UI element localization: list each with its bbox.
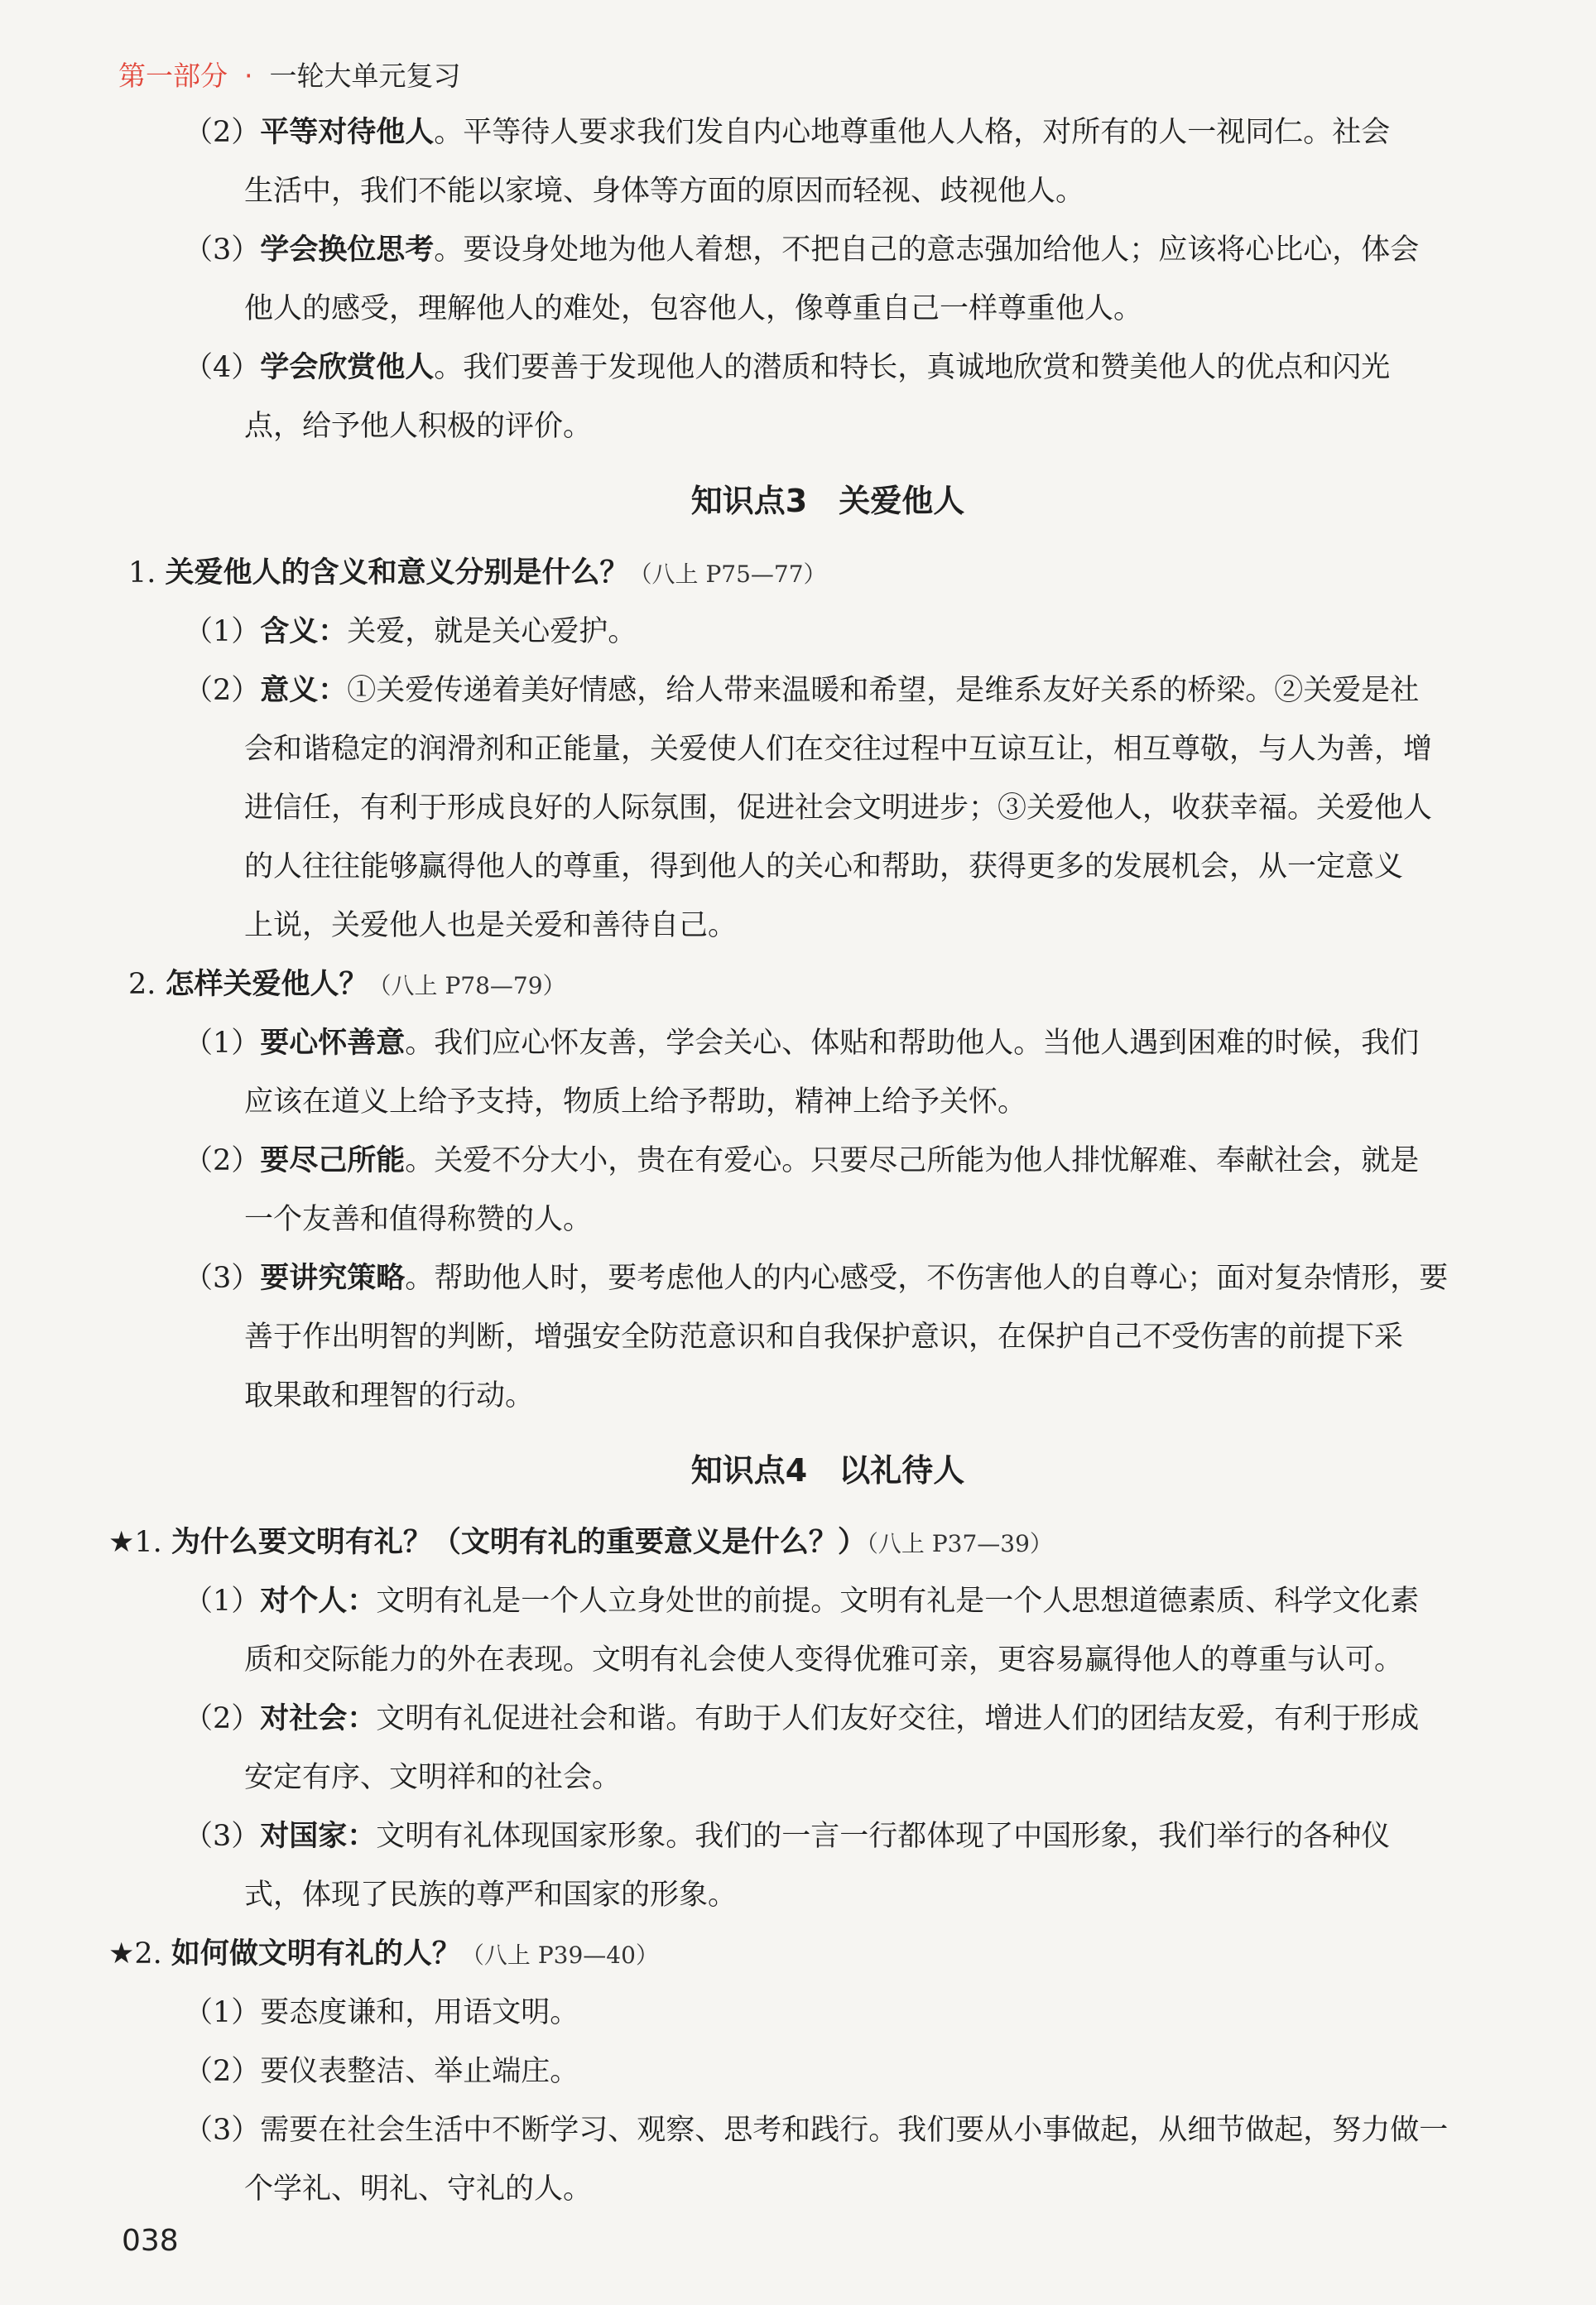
text-line: 取果敢和理智的行动。 (244, 1379, 535, 1412)
section-heading: 知识点3 关爱他人 (690, 483, 965, 519)
text-line: 善于作出明智的判断，增强安全防范意识和自我保护意识，在保护自己不受伤害的前提下采 (244, 1321, 1404, 1354)
text-line: 上说，关爱他人也是关爱和善待自己。 (244, 909, 738, 942)
list-item: （2）意义：①关爱传递着美好情感，给人带来温暖和希望，是维系友好关系的桥梁。②关爱是社 (184, 674, 1420, 707)
text-line: 质和交际能力的外在表现。文明有礼会使人变得优雅可亲，更容易赢得他人的尊重与认可。 (244, 1643, 1404, 1677)
list-item: （2）要仪表整洁、举止端庄。 (184, 2055, 579, 2088)
question: 2. 怎样关爱他人？（八上 P78—79） (128, 968, 566, 1001)
page-header (118, 60, 461, 93)
section-heading: 知识点4 以礼待人 (690, 1452, 965, 1489)
list-item: （3）学会换位思考。要设身处地为他人着想，不把自己的意志强加给他人；应该将心比心，体会 (184, 233, 1420, 267)
text-line: 生活中，我们不能以家境、身体等方面的原因而轻视、歧视他人。 (244, 175, 1085, 208)
list-item: （2）要尽己所能。关爱不分大小，贵在有爱心。只要尽己所能为他人排忧解难、奉献社会，就是 (184, 1144, 1420, 1177)
unit-label: 一轮大单元复习 (269, 60, 461, 92)
list-item: （1）要心怀善意。我们应心怀友善，学会关心、体贴和帮助他人。当他人遇到困难的时候，我们 (184, 1027, 1420, 1060)
header-dot: · (244, 60, 253, 92)
list-item: （3）需要在社会生活中不断学习、观察、思考和践行。我们要从小事做起，从细节做起，努力做一 (184, 2114, 1449, 2147)
text-line: 的人往往能够赢得他人的尊重，得到他人的关心和帮助，获得更多的发展机会，从一定意义 (244, 850, 1404, 883)
question: ★1. 为什么要文明有礼？（文明有礼的重要意义是什么？）（八上 P37—39） (108, 1526, 1053, 1559)
list-item: （1）要态度谦和，用语文明。 (184, 1996, 579, 2029)
text-line: 进信任，有利于形成良好的人际氛围，促进社会文明进步；③关爱他人，收获幸福。关爱他人 (244, 792, 1433, 825)
text-line: 他人的感受，理解他人的难处，包容他人，像尊重自己一样尊重他人。 (244, 292, 1143, 325)
list-item: （1）含义：关爱，就是关心爱护。 (184, 615, 637, 648)
text-line: 个学礼、明礼、守礼的人。 (244, 2173, 593, 2206)
list-item: （2）平等对待他人。平等待人要求我们发自内心地尊重他人人格，对所有的人一视同仁。社会 (184, 116, 1391, 149)
list-item: （1）对个人：文明有礼是一个人立身处世的前提。文明有礼是一个人思想道德素质、科学文化素 (184, 1585, 1420, 1618)
text-line: 式，体现了民族的尊严和国家的形象。 (244, 1879, 738, 1912)
page-body (108, 103, 1540, 2219)
question: 1. 关爱他人的含义和意义分别是什么？（八上 P75—77） (128, 556, 827, 589)
text-line: 会和谐稳定的润滑剂和正能量，关爱使人们在交往过程中互谅互让，相互尊敬，与人为善，增 (244, 733, 1433, 766)
list-item: （3）要讲究策略。帮助他人时，要考虑他人的内心感受，不伤害他人的自尊心；面对复杂情形，要 (184, 1262, 1449, 1295)
list-item: （4）学会欣赏他人。我们要善于发现他人的潜质和特长，真诚地欣赏和赞美他人的优点和闪光 (184, 351, 1391, 384)
text-line: 应该在道义上给予支持，物质上给予帮助，精神上给予关怀。 (244, 1085, 1027, 1119)
list-item: （3）对国家：文明有礼体现国家形象。我们的一言一行都体现了中国形象，我们举行的各种仪 (184, 1820, 1391, 1853)
text-line: 安定有序、文明祥和的社会。 (244, 1761, 622, 1794)
page-number: 038 (122, 2224, 179, 2258)
question: ★2. 如何做文明有礼的人？（八上 P39—40） (108, 1937, 659, 1971)
list-item: （2）对社会：文明有礼促进社会和谐。有助于人们友好交往，增进人们的团结友爱，有利于形成 (184, 1702, 1420, 1735)
text-line: 一个友善和值得称赞的人。 (244, 1203, 593, 1236)
text-line: 点，给予他人积极的评价。 (244, 410, 593, 443)
part-label: 第一部分 (118, 60, 228, 92)
